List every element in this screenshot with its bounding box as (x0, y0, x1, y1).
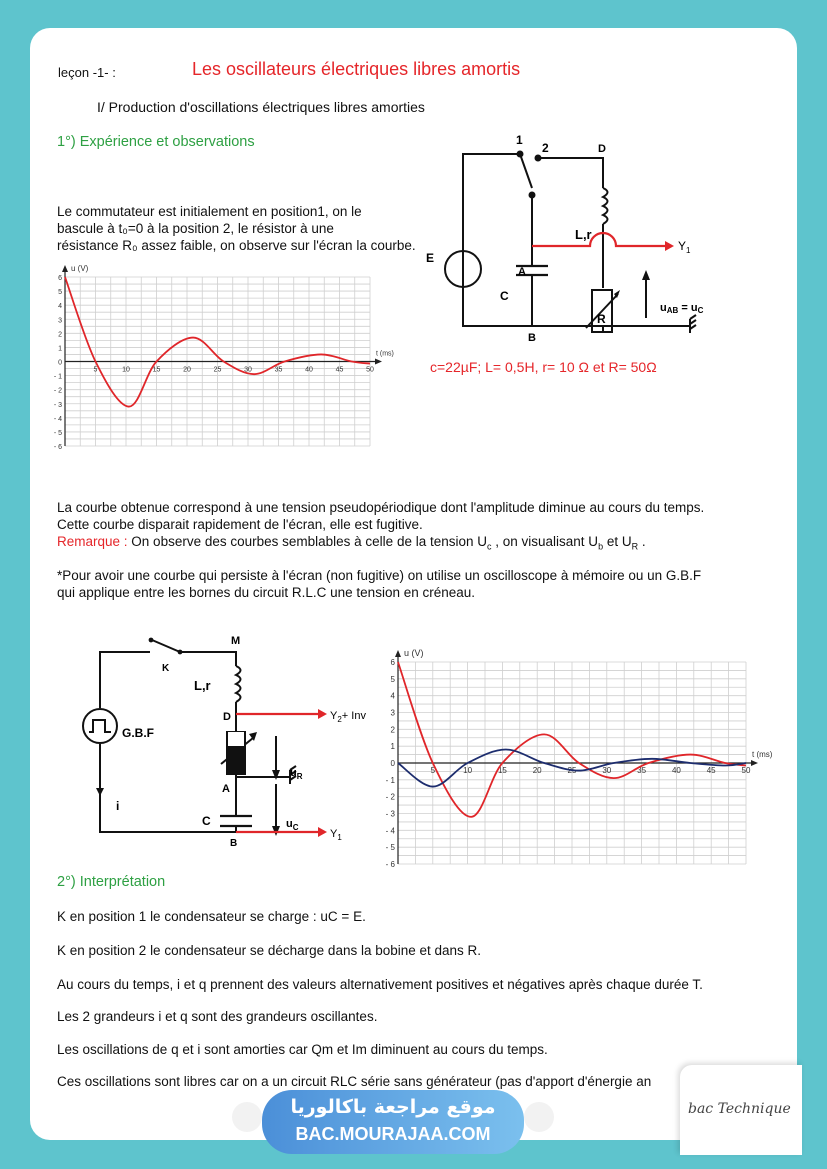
ground-wire (463, 285, 690, 326)
y-tick-label: - 3 (385, 809, 395, 819)
interpretation-p3: Au cours du temps, i et q prennent des valeurs alternativement positives et négatives après chaque durée T. (57, 977, 703, 992)
gbf-line-2: qui applique entre les bornes du circuit R.L.C une tension en créneau. (57, 585, 476, 600)
y-tick-label: - 1 (385, 775, 395, 785)
label-Y1-2: $Y_1$ (330, 828, 342, 842)
y-tick-label: 3 (390, 708, 395, 718)
probe-wire-y1 (532, 233, 665, 246)
gbf-line-1: *Pour avoir une courbe qui persiste à l'écran (non fugitive) on utilise un oscilloscope à mémoire ou un G.B.F (57, 568, 702, 583)
x-tick-label: 15 (497, 766, 507, 775)
label-D-2: D (223, 711, 231, 723)
y-tick-label: 0 (58, 359, 62, 367)
x-tick-label: 30 (244, 366, 252, 374)
rlc-circuit-2 (80, 628, 380, 853)
label-K: K (162, 663, 170, 674)
label-Y1: $Y_1$ (678, 239, 691, 255)
page-title: Les oscillateurs électriques libres amortis (192, 59, 521, 79)
intro-line-1: Le commutateur est initialement en position1, on le (57, 204, 362, 219)
y-axis-label: u (V) (404, 648, 424, 658)
label-C-2: C (202, 814, 211, 828)
remark-line (57, 533, 646, 556)
x-axis-label: t (ms) (752, 750, 773, 759)
y-tick-label: 4 (58, 303, 62, 311)
right-logo-icon (524, 1102, 554, 1132)
label-B: B (528, 332, 536, 344)
label-uC: $u_C$ (286, 818, 299, 832)
switch-K (152, 640, 180, 652)
inductor-coil (603, 188, 608, 224)
rlc-circuit-1 (420, 128, 720, 348)
x-tick-label: 45 (706, 766, 716, 775)
footer-site: BAC.MOURAJAA.COM (295, 1124, 491, 1144)
x-tick-label: 25 (213, 366, 222, 374)
x-tick-label: 5 (93, 366, 98, 374)
intro-line-2: bascule à t₀=0 à la position 2, le résistor à une (57, 221, 334, 236)
y-axis-arrow (395, 650, 401, 657)
y-tick-label: - 6 (53, 444, 62, 451)
label-R: R (597, 312, 606, 326)
y-tick-label: - 3 (53, 401, 62, 409)
y-tick-label: - 4 (53, 415, 62, 423)
x-tick-label: 15 (152, 366, 161, 374)
remark-end: . (638, 534, 646, 549)
y-tick-label: 3 (58, 317, 62, 325)
chart-uc-ur-vs-t (368, 640, 773, 870)
x-tick-label: 10 (463, 766, 473, 775)
footer-arabic-name: موقع مراجعة باكالوريا (290, 1096, 496, 1118)
interpretation-p2: K en position 2 le condensateur se décharge dans la bobine et dans R. (57, 943, 482, 958)
wire (463, 154, 520, 253)
y-tick-label: 4 (390, 691, 395, 701)
section1-heading: 1°) Expérience et observations (57, 134, 255, 150)
label-i: i (116, 799, 120, 813)
x-tick-label: 35 (637, 766, 647, 775)
intro-line-3: résistance R₀ assez faible, on observe sur l'écran la courbe. (57, 238, 416, 253)
x-tick-label: 20 (532, 766, 542, 775)
label-D: D (598, 143, 606, 155)
x-tick-label: 50 (741, 766, 751, 775)
label-M: M (231, 635, 241, 647)
label-position-2: 2 (542, 141, 549, 155)
circuit-params: c=22µF; L= 0,5H, r= 10 Ω et R= 50Ω (430, 359, 657, 375)
interpretation-p6: Ces oscillations sont libres car on a un circuit RLC série sans générateur (pas d'apport d'énergie an (57, 1074, 652, 1089)
y-axis-arrow (62, 265, 68, 272)
remark-sub-r: R (631, 541, 639, 552)
y-tick-label: - 4 (385, 826, 395, 836)
inductor-coil-2 (236, 666, 241, 702)
x-tick-label: 40 (671, 766, 681, 775)
y-tick-label: 2 (58, 331, 62, 339)
left-logo-icon (232, 1102, 262, 1132)
label-GBF: G.B.F (122, 726, 154, 740)
label-A: A (518, 266, 526, 278)
chart-uc-vs-t (40, 263, 400, 463)
document-page (30, 28, 797, 1140)
y-tick-label: 5 (390, 674, 395, 684)
label-Lr: L,r (575, 227, 592, 242)
x-tick-label: 30 (602, 766, 612, 775)
label-uAB-eq-uC: uAB = uC (660, 302, 704, 315)
y-tick-label: - 5 (385, 843, 395, 853)
lesson-label: leçon -1- : (58, 65, 116, 80)
remark-text: On observe des courbes semblables à celle de la tension U (127, 534, 487, 549)
remark-mid: , on visualisant U (491, 534, 599, 549)
label-position-1: 1 (516, 133, 523, 147)
y-tick-label: - 6 (385, 860, 395, 869)
y-axis-label: u (V) (71, 264, 89, 273)
observation-line-2: Cette courbe disparait rapidement de l'écran, elle est fugitive. (57, 517, 423, 532)
remark-and: et U (603, 534, 632, 549)
label-C: C (500, 289, 509, 303)
bac-technique-badge (680, 1065, 802, 1155)
section-title: I/ Production d'oscillations électriques libres amorties (97, 99, 425, 115)
footer-banner[interactable] (262, 1090, 524, 1154)
interpretation-p1: K en position 1 le condensateur se charge : uC = E. (57, 909, 366, 924)
label-B-2: B (230, 838, 238, 849)
section2-heading: 2°) Interprétation (57, 874, 166, 890)
label-A-2: A (222, 783, 230, 795)
y-tick-label: 0 (390, 759, 395, 768)
x-tick-label: 50 (366, 366, 374, 374)
y-tick-label: 6 (58, 275, 62, 282)
remark-sub-b: b (598, 541, 604, 552)
x-tick-label: 35 (274, 366, 283, 374)
x-tick-label: 45 (335, 366, 344, 374)
remark-sub-c: c (487, 541, 492, 552)
interpretation-p5: Les oscillations de q et i sont amorties car Qm et Im diminuent au cours du temps. (57, 1042, 548, 1057)
x-axis-arrow (375, 359, 382, 365)
y-tick-label: - 1 (53, 373, 62, 381)
label-E: E (426, 251, 435, 265)
x-axis-arrow (751, 760, 758, 766)
x-tick-label: 5 (430, 766, 436, 775)
label-uR: $u_R$ (290, 767, 303, 781)
y-tick-label: 5 (58, 289, 62, 297)
remark-label: Remarque : (57, 534, 128, 549)
x-tick-label: 40 (305, 366, 313, 374)
y-tick-label: 2 (390, 725, 395, 735)
gbf-generator (83, 709, 117, 743)
y-tick-label: - 5 (53, 429, 62, 437)
switch-contact-1 (518, 152, 523, 157)
x-tick-label: 20 (183, 366, 191, 374)
observation-line-1: La courbe obtenue correspond à une tension pseudopériodique dont l'amplitude diminue au cours du temps. (57, 500, 705, 515)
x-tick-label: 25 (567, 766, 577, 775)
y-tick-label: - 2 (53, 387, 62, 395)
label-Y2-inv: $Y_2+$ Inv (330, 710, 366, 724)
y-tick-label: 1 (58, 345, 62, 353)
x-axis-label: t (ms) (376, 350, 394, 358)
label-Lr-2: L,r (194, 678, 211, 693)
y-tick-label: - 2 (385, 792, 395, 802)
switch-arm (520, 154, 532, 188)
y-tick-label: 6 (390, 658, 395, 667)
interpretation-p4: Les 2 grandeurs i et q sont des grandeurs oscillantes. (57, 1009, 378, 1024)
x-tick-label: 10 (122, 366, 130, 374)
badge-text: bac Technique (688, 1101, 791, 1117)
y-tick-label: 1 (390, 742, 395, 752)
